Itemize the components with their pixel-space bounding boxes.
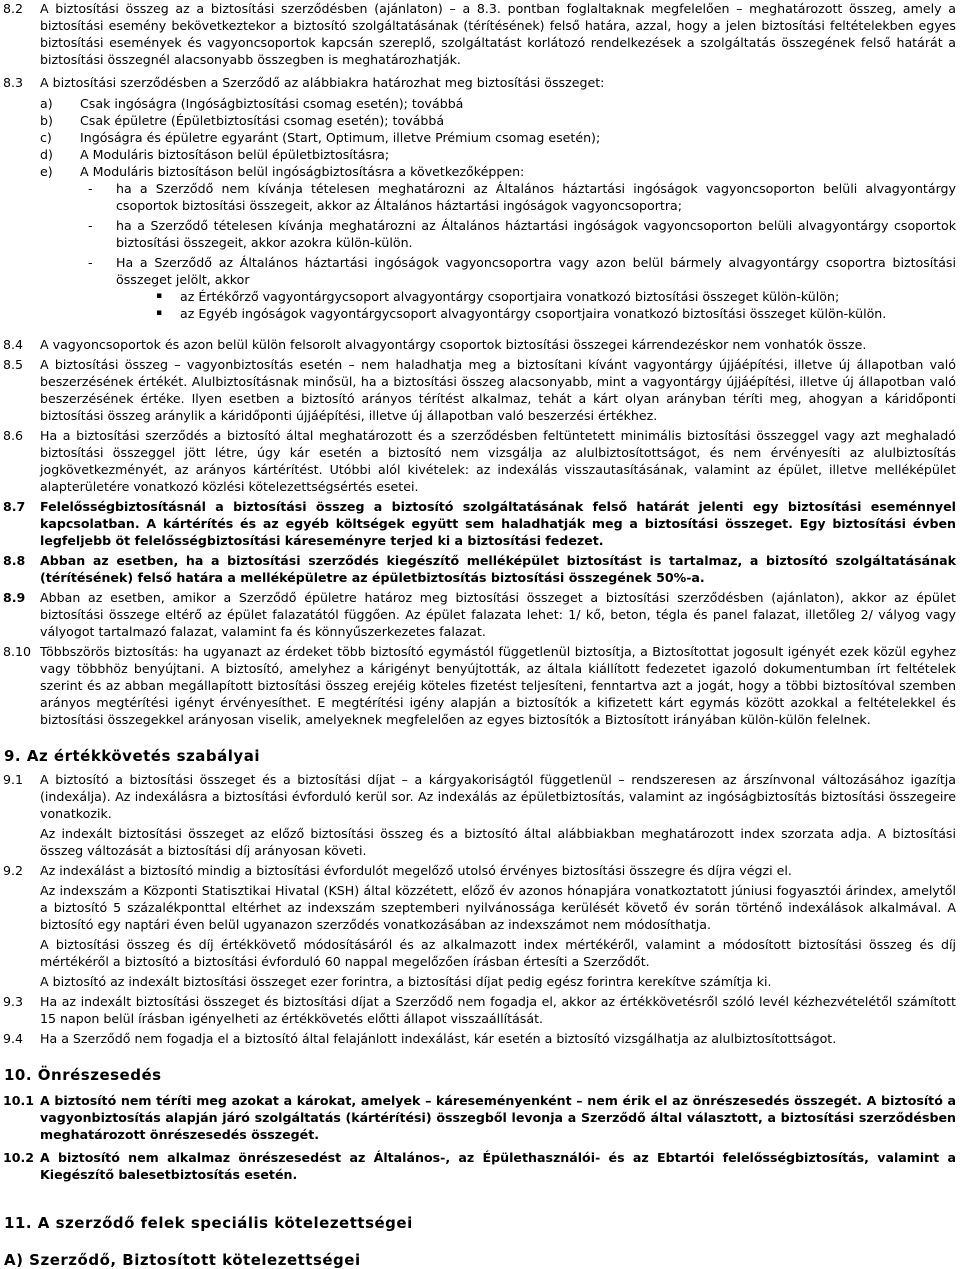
dash-text: Ha a Szerződő az Általános háztartási ingóságok vagyoncsoportra vagy azon belül bármely alvagyontárgy csoportra biztosítási összeget jelölt, akkor bbox=[116, 255, 956, 287]
heading-subsection-a: A) Szerződő, Biztosított kötelezettségei bbox=[4, 1251, 361, 1269]
section-9-3 bbox=[0, 993, 960, 1027]
section-text: A vagyoncsoportok és azon belül külön felsorolt alvagyontárgy csoportok biztosítási összegei kárrendezéskor nem vonhatók össze. bbox=[40, 337, 867, 352]
section-10-1 bbox=[0, 1092, 960, 1143]
square-bullet-icon: ▪ bbox=[156, 308, 163, 318]
section-number: 8.3 bbox=[3, 75, 24, 90]
section-text: A biztosítási összeg az a biztosítási szerződésben (ajánlaton) – a 8.3. pontban foglaltaknak megfelelően – meghatározott összeg, amely a biztosítási esemény bekövetkeztekor a biztosító szolgáltatásának (térítésének) felső határa, azzal, hogy a jelen biztosítási feltételekben egyes biztosítási események és vagyoncsoportok kapcsán szereplő, szolgáltatást korlátozó rendelkezések a szolgáltatás összegének felső határát a biztosítási összegnél alacsonyabb összegben is meghatározhatják. bbox=[40, 1, 956, 67]
section-8-6 bbox=[0, 427, 960, 495]
section-text: Ha a biztosítási szerződés a biztosító által meghatározott és a szerződésben feltüntetett minimális biztosítási összeggel vagy azt meghaladó biztosítási összeggel jött létre, úgy kár esetén a biztosító nem vizsgálja az alulbiztosítottságot, és nem érvényesíti az alulbiztosítás jogkövetkezményét, az arányos kártérítést. Utóbbi alól kivételek: az indexálás visszautasításának, valamint az épület, illetve melléképület alapterületére vonatkozó közlési kötelezettségsértés esetei. bbox=[40, 428, 956, 494]
list-text: A Moduláris biztosításon belül épületbiztosításra; bbox=[80, 147, 390, 162]
section-8-3 bbox=[0, 74, 960, 91]
section-8-8 bbox=[0, 552, 960, 586]
list-item-b bbox=[0, 112, 960, 129]
list-item-d bbox=[0, 146, 960, 163]
section-9-1 bbox=[0, 771, 960, 822]
dash-text: ha a Szerződő tételesen kívánja meghatározni az Általános háztartási ingóságok vagyoncsoporton belüli alvagyontárgy csoportok biztosítási összegeit, akkor azokra külön-külön. bbox=[116, 218, 956, 250]
section-text: Abban az esetben, ha a biztosítási szerződés kiegészítő melléképület biztosítást is tartalmaz, a biztosító szolgáltatásának (térítésének) felső határa a melléképületre az épületbiztosítás biztosítási összegének 50%-a. bbox=[40, 553, 956, 585]
section-number: 8.9 bbox=[3, 590, 26, 605]
heading-section-10: 10. Önrészesedés bbox=[4, 1066, 162, 1084]
dash-mark: - bbox=[88, 255, 93, 270]
square-item bbox=[0, 305, 960, 322]
square-bullet-icon: ▪ bbox=[156, 291, 163, 301]
section-text: A biztosító nem téríti meg azokat a károkat, amelyek – káreseményenként – nem érik el az önrészesedés összegét. A biztosító a vagyonbiztosítás alapján járó szolgáltatás (kártérítési) összegből levonja a Szerződő által választott, a biztosítási szerződésben meghatározott önrészesedés összegét. bbox=[40, 1093, 956, 1142]
section-number: 8.6 bbox=[3, 428, 24, 443]
section-8-7 bbox=[0, 498, 960, 549]
section-8-4 bbox=[0, 336, 960, 353]
section-text: Abban az esetben, amikor a Szerződő épületre határoz meg biztosítási összeget a biztosítási szerződésben (ajánlaton), akkor az épület biztosítási összege eltérő az épület falazatától függően. Az épület falazata lehet: 1/ kő, beton, tégla és panel falazat, illetőleg 2/ vályog vagy vályogot tartalmazó falazat, valamint fa és könnyűszerkezetes falazat. bbox=[40, 590, 956, 639]
section-text: Felelősségbiztosításnál a biztosítási összeg a biztosító szolgáltatásának felső határát jelenti egy biztosítási eseménnyel kapcsolatban. A kártérítés és az egyéb költségek együtt sem haladhatják meg a biztosítási összeget. Egy biztosítási évben legfeljebb öt felelősségbiztosítási káreseményre terjed ki a biztosítási fedezet. bbox=[40, 499, 956, 548]
list-text: Ingóságra és épületre egyaránt (Start, Optimum, illetve Prémium csomag esetén); bbox=[80, 130, 601, 145]
section-number: 10.1 bbox=[3, 1093, 35, 1108]
section-8-9 bbox=[0, 589, 960, 640]
section-text: Az indexálást a biztosító mindig a biztosítási évfordulót megelőző utolsó érvényes biztosítási összegre és díjra végzi el. bbox=[40, 863, 792, 878]
section-text: A biztosítási összeg – vagyonbiztosítás esetén – nem haladhatja meg a biztosítani kívánt vagyontárgy újjáépítési, illetve új állapotban való beszerzésének értékét. Alulbiztosításnak minősül, ha a biztosítási összeg alacsonyabb, mint a vagyontárgy újjáépítési, illetve új állapotban való beszerzésének értéke. Ilyen esetben a biztosító arányos térítést alkalmaz, tehát a kárt olyan arányban téríti meg, ahogyan a káridőponti biztosítási összeg aránylik a káridőponti újjáépítési, illetve új állapotban való beszerzési értékhez. bbox=[40, 357, 956, 423]
section-9-2-cont bbox=[0, 936, 960, 970]
section-number: 8.10 bbox=[3, 644, 32, 659]
section-text: Ha a Szerződő nem fogadja el a biztosító által felajánlott indexálást, kár esetén a biztosító vizsgálhatja az alulbiztosítottságot. bbox=[40, 1031, 837, 1046]
dash-item bbox=[0, 254, 960, 288]
square-text: az Egyéb ingóságok vagyontárgycsoport alvagyontárgy csoportjaira vonatkozó biztosítási összeget külön-külön. bbox=[180, 306, 887, 321]
section-number: 8.8 bbox=[3, 553, 26, 568]
section-10-2 bbox=[0, 1149, 960, 1183]
list-text: A Moduláris biztosításon belül ingóságbiztosításra a következőképpen: bbox=[80, 164, 525, 179]
section-9-2-cont bbox=[0, 973, 960, 990]
list-item-e bbox=[0, 163, 960, 180]
section-8-10 bbox=[0, 643, 960, 728]
section-text: A biztosítási szerződésben a Szerződő az alábbiakra határozhat meg biztosítási összeget: bbox=[40, 75, 605, 90]
section-9-2-cont bbox=[0, 882, 960, 933]
section-number: 9.1 bbox=[3, 772, 24, 787]
section-number: 8.7 bbox=[3, 499, 26, 514]
list-item-c bbox=[0, 129, 960, 146]
list-label: c) bbox=[40, 130, 52, 145]
square-text: az Értékőrző vagyontárgycsoport alvagyontárgy csoportjaira vonatkozó biztosítási összeget külön-külön; bbox=[180, 289, 840, 304]
list-label: a) bbox=[40, 96, 53, 111]
section-text: Többszörös biztosítás: ha ugyanazt az érdeket több biztosító egymástól függetlenül biztosítja, a Biztosítottat jogosult igényét ezek közül egyhez vagy többhöz benyújtani. A biztosító, amelyhez a kárigényt benyújtották, az általa kiállított fedezetet igazoló dokumentumban írt feltételek szerint és az abban megállapított biztosítási összeg erejéig köteles fizetést teljesíteni, fenntartva azt a jogát, hogy a többi biztosítóval szemben arányos megtérítési igényt érvényesíthet. E megtérítési igény alapján a biztosítók a kifizetett kárt egymás között azokkal a feltételekkel és biztosítási összegekkel arányosan viselik, amelyeknek megfelelően az egyes biztosítók a Biztosított irányában külön-külön felelnek. bbox=[40, 644, 956, 727]
section-text: Az indexált biztosítási összeget az előző biztosítási összeg és a biztosító által alábbiakban meghatározott index szorzata adja. A biztosítási összeg változását a biztosítási díj arányosan követi. bbox=[40, 826, 956, 858]
section-text: A biztosító az indexált biztosítási összeget ezer forintra, a biztosítási díjat pedig egész forintra kerekítve számítja ki. bbox=[40, 974, 772, 989]
section-number: 9.2 bbox=[3, 863, 24, 878]
section-number: 8.5 bbox=[3, 357, 24, 372]
section-number: 8.2 bbox=[3, 1, 24, 16]
dash-item bbox=[0, 180, 960, 214]
section-text: Ha az indexált biztosítási összeget és biztosítási díjat a Szerződő nem fogadja el, akkor az értékkövetésről szóló levél kézhezvételétől számított 15 napon belül írásban igényelheti az értékkövetés előtti állapot visszaállítását. bbox=[40, 994, 956, 1026]
section-8-5 bbox=[0, 356, 960, 424]
section-number: 9.4 bbox=[3, 1031, 24, 1046]
list-label: d) bbox=[40, 147, 53, 162]
section-9-1-cont bbox=[0, 825, 960, 859]
section-text: Az indexszám a Központi Statisztikai Hivatal (KSH) által közzétett, előző év azonos hónapjára vonatkoztatott júniusi fogyasztói árindex, amelytől a biztosító 5 százalékponttal eltérhet az indexszám szeptemberi nyilvánossága kerülését követő év során történő indexálások alkalmával. A biztosító egy naptári éven belül ugyanazon szerződés vonatkozásában az indexszámot nem módosíthatja. bbox=[40, 883, 956, 932]
section-9-2 bbox=[0, 862, 960, 879]
section-number: 10.2 bbox=[3, 1150, 35, 1165]
square-item bbox=[0, 288, 960, 305]
list-text: Csak ingóságra (Ingóságbiztosítási csomag esetén); továbbá bbox=[80, 96, 464, 111]
section-text: A biztosítási összeg és díj értékkövető módosításáról és az alkalmazott index mértékéről, valamint a módosított biztosítási összeg és díj mértékéről a biztosító a biztosítási évforduló 60 nappal megelőzően írásban értesíti a Szerződőt. bbox=[40, 937, 956, 969]
dash-mark: - bbox=[88, 181, 93, 196]
list-item-a bbox=[0, 95, 960, 112]
dash-item bbox=[0, 217, 960, 251]
dash-mark: - bbox=[88, 218, 93, 233]
section-text: A biztosító a biztosítási összeget és a biztosítási díjat – a kárgyakoriságtól függetlenül – rendszeresen az árszínvonal változásához igazítja (indexálja). Az indexálásra a biztosítási évforduló kerül sor. Az indexálás az épületbiztosítás, valamint az ingóságbiztosítás biztosítási összegeire vonatkozik. bbox=[40, 772, 956, 821]
section-number: 9.3 bbox=[3, 994, 24, 1009]
section-number: 8.4 bbox=[3, 337, 24, 352]
section-9-4 bbox=[0, 1030, 960, 1047]
section-text: A biztosító nem alkalmaz önrészesedést az Általános-, az Épülethasználói- és az Ebtartói felelősségbiztosítás, valamint a Kiegészítő balesetbiztosítás esetén. bbox=[40, 1150, 956, 1182]
list-label: e) bbox=[40, 164, 53, 179]
list-label: b) bbox=[40, 113, 53, 128]
section-8-2 bbox=[0, 0, 960, 68]
dash-text: ha a Szerződő nem kívánja tételesen meghatározni az Általános háztartási ingóságok vagyoncsoporton belüli alvagyontárgy csoportok biztosítási összegeit, akkor az Általános háztartási ingóságok vagyoncsoportra; bbox=[116, 181, 956, 213]
list-text: Csak épületre (Épületbiztosítási csomag esetén); továbbá bbox=[80, 113, 445, 128]
heading-section-11: 11. A szerződő felek speciális kötelezettségei bbox=[4, 1214, 413, 1232]
heading-section-9: 9. Az értékkövetés szabályai bbox=[4, 747, 260, 765]
